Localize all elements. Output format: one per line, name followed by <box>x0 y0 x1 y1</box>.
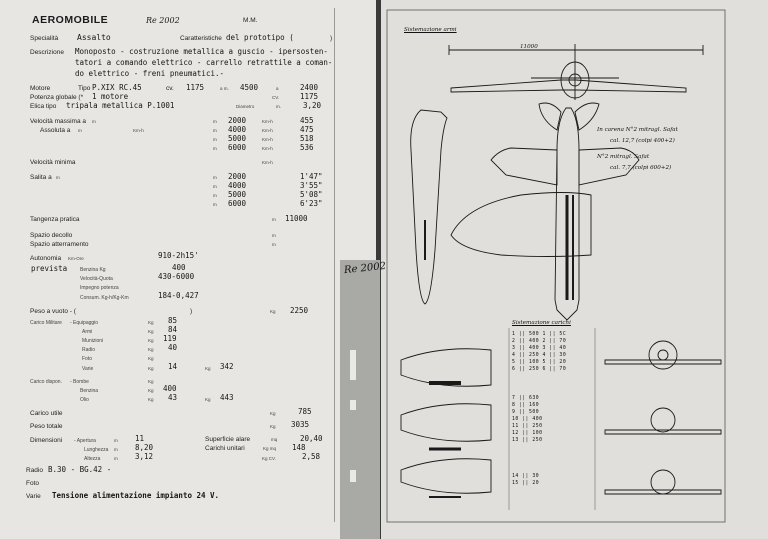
plan-view-left-wing <box>491 148 557 185</box>
carico-utile-value: 785 <box>298 407 312 416</box>
velocita-minima-unit: Km-h <box>262 160 273 165</box>
vmax-row-4-unit: Km-h <box>262 146 273 151</box>
autonomia-label: Autonomia <box>30 255 62 262</box>
am-label: a m. <box>220 86 229 91</box>
cm-munizioni-unit: Kg <box>148 338 154 343</box>
cm-munizioni-label: Munizioni <box>82 338 104 344</box>
impegno-label: Impegno potenza <box>80 285 119 291</box>
salita-row-3-alt: 5000 <box>228 190 247 199</box>
salita-row-4-alt: 6000 <box>228 199 247 208</box>
lunghezza-unit: m <box>114 447 118 452</box>
front-small-wing-1 <box>605 360 721 364</box>
vmax-row-1-eq: m <box>213 119 217 124</box>
vmax-row-3-unit: Km-h <box>262 137 273 142</box>
consumi-label: Consum. Kg-h/Kg-Km <box>80 295 129 301</box>
cd-benzina-value: 400 <box>163 384 177 393</box>
potenza-value: 1 motore <box>92 92 129 101</box>
vmax-row-4-value: 536 <box>300 143 314 152</box>
superficie-value: 20,40 <box>300 434 323 443</box>
autonomia-kmore-label: Km-Ore <box>68 256 84 261</box>
cd-bombe-label: - Bombe <box>70 379 89 385</box>
specialita-label: Specialità <box>30 35 59 42</box>
vmax-row-3-value: 518 <box>300 134 314 143</box>
cd-benzina-unit: Kg <box>148 388 154 393</box>
radio-value: B.30 - BG.42 - <box>48 465 112 474</box>
elica-value: tripala metallica P.1001 <box>66 101 175 110</box>
peso-totale-unit: Kg <box>270 424 276 429</box>
cm-radio-label: Radio <box>82 347 96 353</box>
tipo-value: P.XIX RC.45 <box>92 83 142 92</box>
spazio-decollo-unit: m <box>272 233 276 238</box>
vmax-row-3-alt: 5000 <box>228 134 247 143</box>
loads-row: 6 || 250 6 || 70 <box>512 367 567 372</box>
autonomia-prevista: prevista <box>31 264 68 273</box>
salita-row-3-value: 5'08" <box>300 190 323 199</box>
salita-label: Salita a <box>30 174 52 181</box>
drawing-title: Sistemazione armi <box>404 27 457 33</box>
altezza-label: Altezza <box>84 456 101 462</box>
specialita-value: Assalto <box>77 33 111 42</box>
vmax-row-2-alt: 4000 <box>228 125 247 134</box>
cd-bombe-unit: Kg <box>148 379 154 384</box>
front-view-wing <box>451 80 686 92</box>
loads-row: 4 || 250 4 || 30 <box>512 353 567 358</box>
loads-row: 13 || 250 <box>512 438 543 443</box>
assoluta-kmh: Km-h <box>133 128 144 133</box>
diametro-label: Diametro <box>236 104 255 109</box>
loads-row: 3 || 400 3 || 40 <box>512 346 567 351</box>
cm-armi-unit: Kg <box>148 329 154 334</box>
loads-row: 14 || 30 <box>512 474 540 479</box>
varie-value: Tensione alimentazione impianto 24 V. <box>52 491 220 500</box>
vmax-row-4-alt: 6000 <box>228 143 247 152</box>
peso-totale-label: Peso totale <box>30 423 63 430</box>
front-small-wing-3 <box>605 490 721 494</box>
caratteristiche-value: del prototipo ( <box>226 33 294 42</box>
cm-foto-unit: Kg <box>148 356 154 361</box>
load-view-3 <box>401 459 491 494</box>
diametro-value: 3,20 <box>303 101 322 110</box>
vmax-row-4-eq: m <box>213 146 217 151</box>
cm-varie-unit: Kg <box>148 366 154 371</box>
vmax-row-1-value: 455 <box>300 116 314 125</box>
salita-unit: m <box>56 175 60 180</box>
kgcv-unit: Kg CV. <box>262 456 276 461</box>
spazio-atterramento-label: Spazio atterramento <box>30 241 89 248</box>
benzina-label: Benzina Kg <box>80 267 106 273</box>
tangenza-label: Tangenza pratica <box>30 216 80 223</box>
side-view-fuselage <box>411 110 447 304</box>
loads-row: 2 || 400 2 || 70 <box>512 339 567 344</box>
mm-label: M.M. <box>243 17 258 24</box>
salita-row-4-eq: m <box>213 202 217 207</box>
plan-view-right-tail <box>575 103 599 130</box>
vmax-row-1-unit: Km-h <box>262 119 273 124</box>
apertura-value: 11 <box>135 434 145 443</box>
peso-totale-value: 3035 <box>291 420 310 429</box>
model-name: Re 2002 <box>146 16 180 25</box>
cd-olio-unit: Kg <box>148 397 154 402</box>
weapon-note-1b: cal. 12,7 (colpi 400+2) <box>610 138 675 144</box>
foto-label: Foto <box>26 480 40 487</box>
a-label: a <box>276 86 279 91</box>
loads-row: 12 || 100 <box>512 431 543 436</box>
salita-row-2-eq: m <box>213 184 217 189</box>
carico-dispon-label: Carico dispon. <box>30 379 62 385</box>
descrizione-line-2: tatori a comando elettrico - carrello retrattile a coman- <box>75 58 333 67</box>
giri-value: 2400 <box>300 83 319 92</box>
vmax-row-2-value: 475 <box>300 125 314 134</box>
radio-label: Radio <box>26 467 43 474</box>
loads-row: 11 || 250 <box>512 424 543 429</box>
velocita-minima-label: Velocità minima <box>30 159 76 166</box>
cm-equipaggio-label: - Equipaggio <box>70 320 99 326</box>
assoluta-unit: m <box>78 128 82 133</box>
front-small-fuselage-2 <box>651 408 675 432</box>
superficie-label: Superficie alare <box>205 436 251 443</box>
velocita-quota-value: 430-6000 <box>158 272 195 281</box>
cv-label: cv. <box>166 85 174 92</box>
loads-row: 9 || 500 <box>512 410 540 415</box>
kgcv-value: 2,58 <box>302 452 321 461</box>
velocita-quota-label: Velocità-Quota <box>80 276 113 282</box>
motore-label: Motore <box>30 85 51 92</box>
loads-row: 7 || 630 <box>512 396 540 401</box>
span-label: 11000 <box>520 44 538 50</box>
margin-line <box>334 8 335 522</box>
benzina-value: 400 <box>172 263 186 272</box>
aircraft-drawing <box>381 0 768 539</box>
lunghezza-label: Lunghezza <box>84 447 109 453</box>
vmax-row-1-alt: 2000 <box>228 116 247 125</box>
potenza-cv-value: 1175 <box>300 92 319 101</box>
carico-utile-label: Carico utile <box>30 410 63 417</box>
elica-label: Elica tipo <box>30 103 57 110</box>
tangenza-unit: m <box>272 217 276 222</box>
carico-militare-label: Carico Militare <box>30 320 62 326</box>
carico-utile-unit: Kg <box>270 411 276 416</box>
descrizione-line-3: do elettrico - freni pneumatici.- <box>75 69 225 78</box>
varie-label: Varie <box>26 493 41 500</box>
front-small-fuselage-1 <box>649 341 677 369</box>
side-elevation-wing <box>451 193 591 257</box>
loads-row: 1 || 500 1 || 5C <box>512 332 567 337</box>
carichi-unit: Kg mq <box>263 446 277 451</box>
weapon-note-2a: N°2 mitragl. Safat <box>597 154 650 160</box>
cd-olio-label: Olio <box>80 397 89 403</box>
am-value: 4500 <box>240 83 259 92</box>
apertura-unit: m <box>114 438 118 443</box>
card-label: Re 2002 <box>343 260 387 277</box>
lunghezza-value: 8,20 <box>135 443 154 452</box>
load-view-1 <box>401 349 491 387</box>
peso-vuoto-unit: Kg <box>270 309 276 314</box>
cm-total-unit: Kg <box>205 366 211 371</box>
peso-vuoto-value: 2250 <box>290 306 309 315</box>
doc-title: AEROMOBILE <box>32 14 109 26</box>
cm-equipaggio-unit: Kg <box>148 320 154 325</box>
load-view-2 <box>401 404 491 442</box>
front-small-spinner-1 <box>658 350 668 360</box>
spazio-decollo-label: Spazio decollo <box>30 232 73 239</box>
loads-row: 8 || 160 <box>512 403 540 408</box>
descrizione-line-1: Monoposto - costruzione metallica a guscio - ipersosten- <box>75 47 328 56</box>
vmax-row-2-unit: Km-h <box>262 128 273 133</box>
salita-row-2-value: 3'55" <box>300 181 323 190</box>
tangenza-value: 11000 <box>285 214 308 223</box>
superficie-unit: mq <box>271 437 278 442</box>
cm-radio-unit: Kg <box>148 347 154 352</box>
salita-row-3-eq: m <box>213 193 217 198</box>
cd-total-unit: Kg <box>205 397 211 402</box>
salita-row-1-value: 1'47" <box>300 172 323 181</box>
loads-row: 10 || 400 <box>512 417 543 422</box>
peso-vuoto-close: ) <box>190 308 193 315</box>
potenza-label: Potenza globale (* <box>30 94 84 101</box>
tipo-label: Tipo <box>78 85 91 92</box>
dimensioni-label: Dimensioni <box>30 437 63 444</box>
plan-view-left-tail <box>539 103 561 130</box>
salita-row-1-alt: 2000 <box>228 172 247 181</box>
caratteristiche-close: ) <box>330 35 333 42</box>
velocita-massima-label: Velocità massima a <box>30 118 86 125</box>
cd-olio-value: 43 <box>168 393 178 402</box>
peso-vuoto-label: Peso a vuoto - ( <box>30 308 76 315</box>
cm-armi-label: Armi <box>82 329 93 335</box>
altezza-value: 3,12 <box>135 452 154 461</box>
cm-armi-value: 84 <box>168 325 178 334</box>
attached-card <box>340 260 380 539</box>
spazio-atterramento-unit: m <box>272 242 276 247</box>
cm-total-value: 342 <box>220 362 234 371</box>
cm-equipaggio-value: 85 <box>168 316 178 325</box>
vmax-row-3-eq: m <box>213 137 217 142</box>
cd-total-value: 443 <box>220 393 234 402</box>
altezza-unit: m <box>114 456 118 461</box>
consumi-value: 184-0,427 <box>158 291 199 300</box>
velocita-massima-unit: m <box>92 119 96 124</box>
potenza-cv-label: CV. <box>272 95 280 100</box>
weapon-note-1a: In carena N°2 mitragl. Safat <box>597 127 678 133</box>
salita-row-1-eq: m <box>213 175 217 180</box>
cv-value: 1175 <box>186 83 205 92</box>
loads-row: 15 || 20 <box>512 481 540 486</box>
salita-row-4-value: 6'23" <box>300 199 323 208</box>
loads-row: 5 || 100 5 || 20 <box>512 360 567 365</box>
assoluta-label: Assoluta a <box>40 127 71 134</box>
cm-radio-value: 40 <box>168 343 178 352</box>
cm-varie-value: 14 <box>168 362 178 371</box>
carichi-value: 148 <box>292 443 306 452</box>
table-title: Sistemazione carichi <box>512 320 571 326</box>
cm-munizioni-value: 119 <box>163 334 177 343</box>
salita-row-2-alt: 4000 <box>228 181 247 190</box>
descrizione-label: Descrizione <box>30 49 64 56</box>
cm-foto-label: Foto <box>82 356 93 362</box>
diametro-unit: m. <box>276 104 281 109</box>
autonomia-kmore-value: 910-2h15' <box>158 251 199 260</box>
carichi-label: Carichi unitari <box>205 445 245 452</box>
card-perforations <box>340 260 380 539</box>
cm-varie-label: Varie <box>82 366 94 372</box>
caratteristiche-label: Caratteristiche <box>180 35 222 42</box>
cd-benzina-label: Benzina <box>80 388 99 394</box>
vmax-row-2-eq: m <box>213 128 217 133</box>
apertura-label: - Apertura <box>74 438 96 444</box>
weapon-note-2b: cal. 7,7 (colpi 600+2) <box>610 165 672 171</box>
